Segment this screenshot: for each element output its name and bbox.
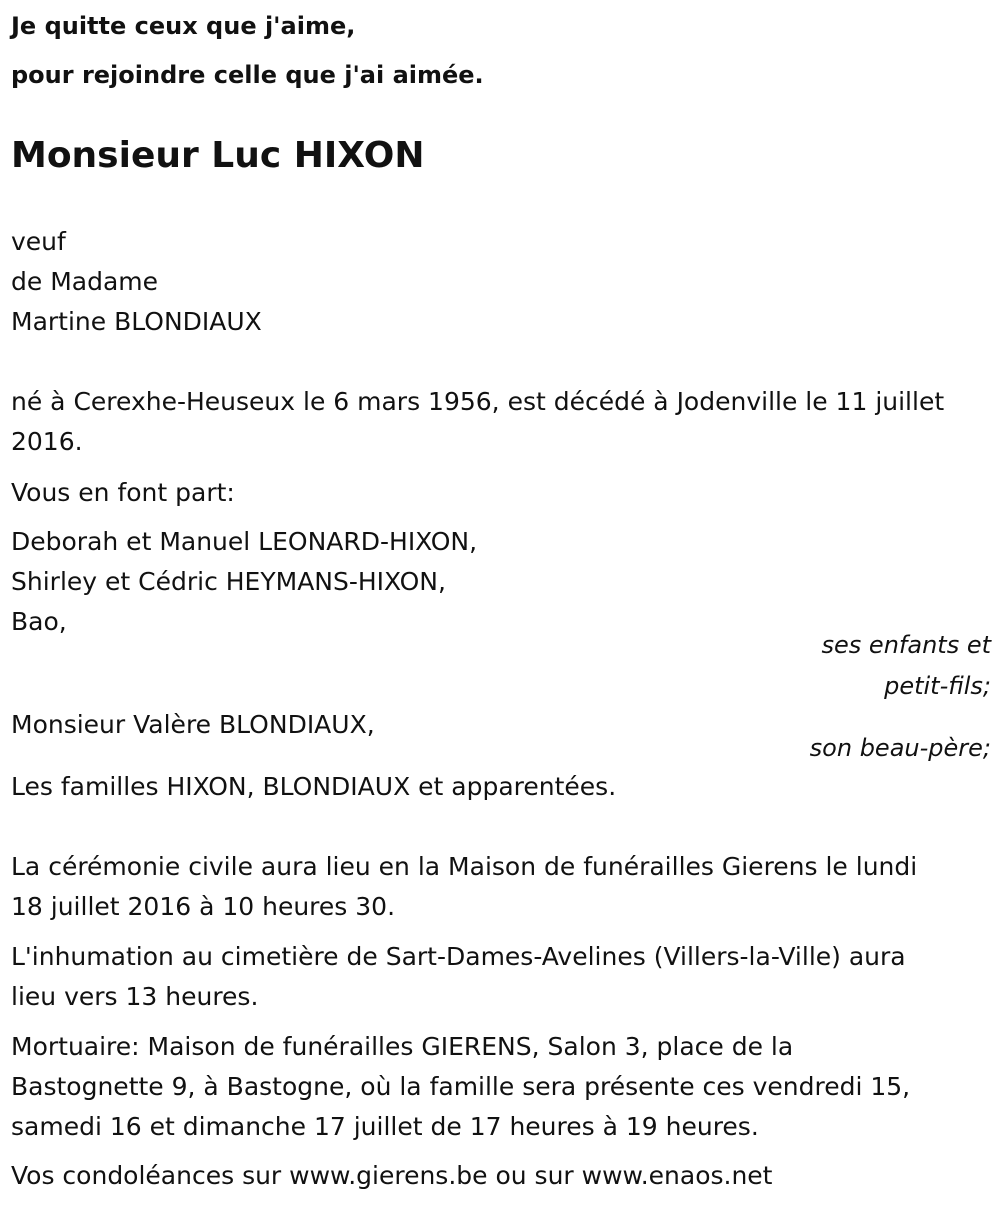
relation-children-line-1: ses enfants et (821, 631, 991, 659)
father-in-law: Monsieur Valère BLONDIAUX, (11, 710, 375, 739)
relation-father-in-law: son beau-père; (809, 734, 991, 762)
spouse-name: Martine BLONDIAUX (11, 307, 262, 336)
quote-line-1: Je quitte ceux que j'aime, (11, 12, 356, 40)
grandson: Bao, (11, 607, 67, 636)
spouse-prefix: de Madame (11, 267, 159, 296)
children-line-2: Shirley et Cédric HEYMANS-HIXON, (11, 567, 446, 596)
relation-children-line-2: petit-fils; (884, 672, 991, 700)
ceremony-line-2: 18 juillet 2016 à 10 heures 30. (11, 892, 396, 921)
birth-death-line-2: 2016. (11, 427, 83, 456)
deceased-name: Monsieur Luc HIXON (11, 135, 425, 176)
mortuary-line-2: Bastognette 9, à Bastogne, où la famille sera présente ces vendredi 15, (11, 1072, 911, 1101)
burial-line-2: lieu vers 13 heures. (11, 982, 259, 1011)
condolences-line: Vos condoléances sur www.gierens.be ou sur www.enaos.net (11, 1161, 773, 1190)
mortuary-line-3: samedi 16 et dimanche 17 juillet de 17 heures à 19 heures. (11, 1112, 759, 1141)
families-line: Les familles HIXON, BLONDIAUX et apparentées. (11, 772, 617, 801)
children-line-1: Deborah et Manuel LEONARD-HIXON, (11, 527, 478, 556)
quote-line-2: pour rejoindre celle que j'ai aimée. (11, 61, 484, 89)
mortuary-line-1: Mortuaire: Maison de funérailles GIERENS, Salon 3, place de la (11, 1032, 794, 1061)
widower-label: veuf (11, 227, 66, 256)
ceremony-line-1: La cérémonie civile aura lieu en la Maison de funérailles Gierens le lundi (11, 852, 918, 881)
birth-death-line-1: né à Cerexhe-Heuseux le 6 mars 1956, est décédé à Jodenville le 11 juillet (11, 387, 945, 416)
burial-line-1: L'inhumation au cimetière de Sart-Dames-Avelines (Villers-la-Ville) aura (11, 942, 906, 971)
announcement: Vous en font part: (11, 478, 235, 507)
